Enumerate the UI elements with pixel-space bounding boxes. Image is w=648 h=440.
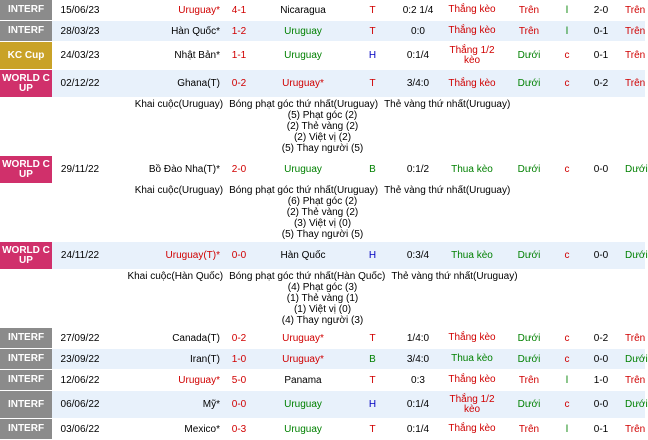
odd-even-result: c [557,156,577,184]
match-date: 12/06/22 [52,370,108,391]
half-over-under: Trên [625,370,645,391]
handicap-result: Thắng kèo [443,370,501,391]
first-event-label: Khai cuộc(Hàn Quốc) [127,271,224,282]
venue-flag: H [352,42,393,70]
odd-even-result: c [557,391,577,419]
home-team[interactable]: Iran(T) [108,349,224,370]
handicap-line: 0:0 [393,21,443,42]
half-time-score: 0-2 [577,328,625,349]
first-event-label: Thẻ vàng thứ nhất(Uruguay) [384,99,511,110]
home-team[interactable]: Uruguay(T)* [108,242,224,270]
away-team[interactable]: Uruguay [254,42,352,70]
venue-flag: H [352,391,393,419]
away-team[interactable]: Uruguay [254,419,352,440]
half-over-under: Trên [625,419,645,440]
stat-line: (5) Phạt góc (2) [287,110,358,121]
competition-badge: INTERF [0,391,52,419]
away-team[interactable]: Uruguay* [254,349,352,370]
match-score[interactable]: 1-2 [224,21,254,42]
odd-even-result: c [557,328,577,349]
half-time-score: 0-0 [577,391,625,419]
odd-even-result: l [557,370,577,391]
home-team[interactable]: Nhật Bản* [108,42,224,70]
away-team[interactable]: Uruguay [254,21,352,42]
first-event-label: Khai cuộc(Uruguay) [134,99,224,110]
match-row [0,156,645,184]
stat-line: (1) Thẻ vàng (1) [286,293,359,304]
competition-badge: INTERF [0,21,52,42]
venue-flag: T [352,370,393,391]
over-under-result: Trên [501,0,557,21]
over-under-result: Dưới [501,156,557,184]
handicap-result: Thắng kèo [443,70,501,98]
venue-flag: B [352,156,393,184]
stat-line: (2) Việt vị (2) [293,132,352,143]
handicap-result: Thua kèo [443,349,501,370]
over-under-result: Dưới [501,391,557,419]
venue-flag: T [352,328,393,349]
home-team[interactable]: Mexico* [108,419,224,440]
competition-badge: KC Cup [0,42,52,70]
competition-badge: INTERF [0,419,52,440]
half-time-score: 0-0 [577,242,625,270]
first-event-label: Thẻ vàng thứ nhất(Uruguay) [391,271,518,282]
half-time-score: 0-1 [577,419,625,440]
stat-line: (2) Thẻ vàng (2) [286,121,359,132]
over-under-result: Trên [501,370,557,391]
match-score[interactable]: 5-0 [224,370,254,391]
over-under-result: Trên [501,21,557,42]
half-over-under: Trên [625,0,645,21]
handicap-line: 0:3/4 [393,242,443,270]
competition-badge: INTERF [0,370,52,391]
handicap-line: 0:1/4 [393,391,443,419]
home-team[interactable]: Hàn Quốc* [108,21,224,42]
half-time-score: 2-0 [577,0,625,21]
match-row [0,328,645,349]
match-detail-stats [0,270,645,329]
match-detail-stats [0,184,645,243]
first-event-label: Thẻ vàng thứ nhất(Uruguay) [384,185,511,196]
match-date: 28/03/23 [52,21,108,42]
odd-even-result: l [557,21,577,42]
match-score[interactable]: 2-0 [224,156,254,184]
odd-even-result: l [557,0,577,21]
handicap-line: 0:1/4 [393,419,443,440]
venue-flag: T [352,21,393,42]
match-row [0,42,645,70]
stat-line: (5) Thay người (5) [281,143,364,154]
match-score[interactable]: 0-0 [224,242,254,270]
stat-line: (4) Thay người (3) [281,315,364,326]
handicap-line: 3/4:0 [393,349,443,370]
stat-line: (1) Việt vị (0) [293,304,352,315]
handicap-result: Thắng kèo [443,328,501,349]
venue-flag: T [352,70,393,98]
half-time-score: 0-0 [577,349,625,370]
half-time-score: 0-0 [577,156,625,184]
handicap-line: 0:1/4 [393,42,443,70]
match-detail-stats [0,98,645,157]
match-row [0,419,645,440]
odd-even-result: c [557,242,577,270]
half-time-score: 0-1 [577,21,625,42]
handicap-line: 0:3 [393,370,443,391]
over-under-result: Dưới [501,349,557,370]
match-row [0,0,645,21]
venue-flag: B [352,349,393,370]
venue-flag: T [352,0,393,21]
match-score[interactable]: 1-0 [224,349,254,370]
match-row [0,370,645,391]
match-date: 02/12/22 [52,70,108,98]
handicap-result: Thắng kèo [443,419,501,440]
away-team[interactable]: Uruguay* [254,328,352,349]
over-under-result: Trên [501,419,557,440]
competition-badge: WORLD C UP [0,242,52,270]
competition-badge: INTERF [0,0,52,21]
venue-flag: T [352,419,393,440]
handicap-result: Thắng kèo [443,0,501,21]
stat-line: (3) Việt vị (0) [293,218,352,229]
match-detail-row [0,184,645,243]
half-over-under: Dưới [625,391,645,419]
half-over-under: Dưới [625,156,645,184]
odd-even-result: c [557,349,577,370]
half-over-under: Trên [625,70,645,98]
odd-even-result: c [557,42,577,70]
match-score[interactable]: 0-2 [224,328,254,349]
handicap-result: Thua kèo [443,156,501,184]
stat-line: (6) Phạt góc (2) [287,196,358,207]
match-row [0,391,645,419]
away-team[interactable]: Uruguay* [254,70,352,98]
competition-badge: WORLD C UP [0,70,52,98]
home-team[interactable]: Uruguay* [108,0,224,21]
stat-line: (5) Thay người (5) [281,229,364,240]
home-team[interactable]: Canada(T) [108,328,224,349]
stat-line: (4) Phạt góc (3) [287,282,358,293]
detail-first-events [0,271,645,282]
handicap-line: 3/4:0 [393,70,443,98]
handicap-result: Thắng 1/2 kèo [443,391,501,419]
match-score[interactable]: 0-2 [224,70,254,98]
half-over-under: Trên [625,328,645,349]
first-event-label: Khai cuộc(Uruguay) [134,185,224,196]
handicap-line: 0:2 1/4 [393,0,443,21]
match-date: 23/09/22 [52,349,108,370]
over-under-result: Dưới [501,242,557,270]
half-time-score: 0-2 [577,70,625,98]
match-date: 24/11/22 [52,242,108,270]
away-team[interactable]: Panama [254,370,352,391]
away-team[interactable]: Uruguay [254,156,352,184]
match-date: 29/11/22 [52,156,108,184]
match-score[interactable]: 0-0 [224,391,254,419]
first-event-label: Bóng phạt góc thứ nhất(Hàn Quốc) [229,271,386,282]
away-team[interactable]: Hàn Quốc [254,242,352,270]
half-over-under: Dưới [625,349,645,370]
home-team[interactable]: Uruguay* [108,370,224,391]
half-time-score: 0-1 [577,42,625,70]
competition-badge: INTERF [0,328,52,349]
home-team[interactable]: Ghana(T) [108,70,224,98]
first-event-label: Bóng phạt góc thứ nhất(Uruguay) [229,185,379,196]
handicap-result: Thua kèo [443,242,501,270]
handicap-line: 0:1/2 [393,156,443,184]
over-under-result: Dưới [501,70,557,98]
match-date: 03/06/22 [52,419,108,440]
match-score[interactable]: 1-1 [224,42,254,70]
half-over-under: Trên [625,21,645,42]
over-under-result: Dưới [501,42,557,70]
handicap-line: 1/4:0 [393,328,443,349]
match-date: 06/06/22 [52,391,108,419]
match-row [0,242,645,270]
over-under-result: Dưới [501,328,557,349]
match-detail-row [0,270,645,329]
detail-first-events [0,185,645,196]
odd-even-result: c [557,70,577,98]
handicap-result: Thắng 1/2 kèo [443,42,501,70]
half-over-under: Dưới [625,242,645,270]
match-date: 15/06/23 [52,0,108,21]
match-score[interactable]: 4-1 [224,0,254,21]
away-team[interactable]: Uruguay [254,391,352,419]
match-detail-row [0,98,645,157]
match-row [0,70,645,98]
half-time-score: 1-0 [577,370,625,391]
away-team[interactable]: Nicaragua [254,0,352,21]
half-over-under: Trên [625,42,645,70]
venue-flag: H [352,242,393,270]
home-team[interactable]: Bồ Đào Nha(T)* [108,156,224,184]
match-score[interactable]: 0-3 [224,419,254,440]
handicap-result: Thắng kèo [443,21,501,42]
competition-badge: WORLD C UP [0,156,52,184]
match-date: 24/03/23 [52,42,108,70]
first-event-label: Bóng phạt góc thứ nhất(Uruguay) [229,99,379,110]
detail-first-events [0,99,645,110]
odd-even-result: l [557,419,577,440]
stat-line: (2) Thẻ vàng (2) [286,207,359,218]
competition-badge: INTERF [0,349,52,370]
match-row [0,349,645,370]
match-row [0,21,645,42]
home-team[interactable]: Mỹ* [108,391,224,419]
match-date: 27/09/22 [52,328,108,349]
